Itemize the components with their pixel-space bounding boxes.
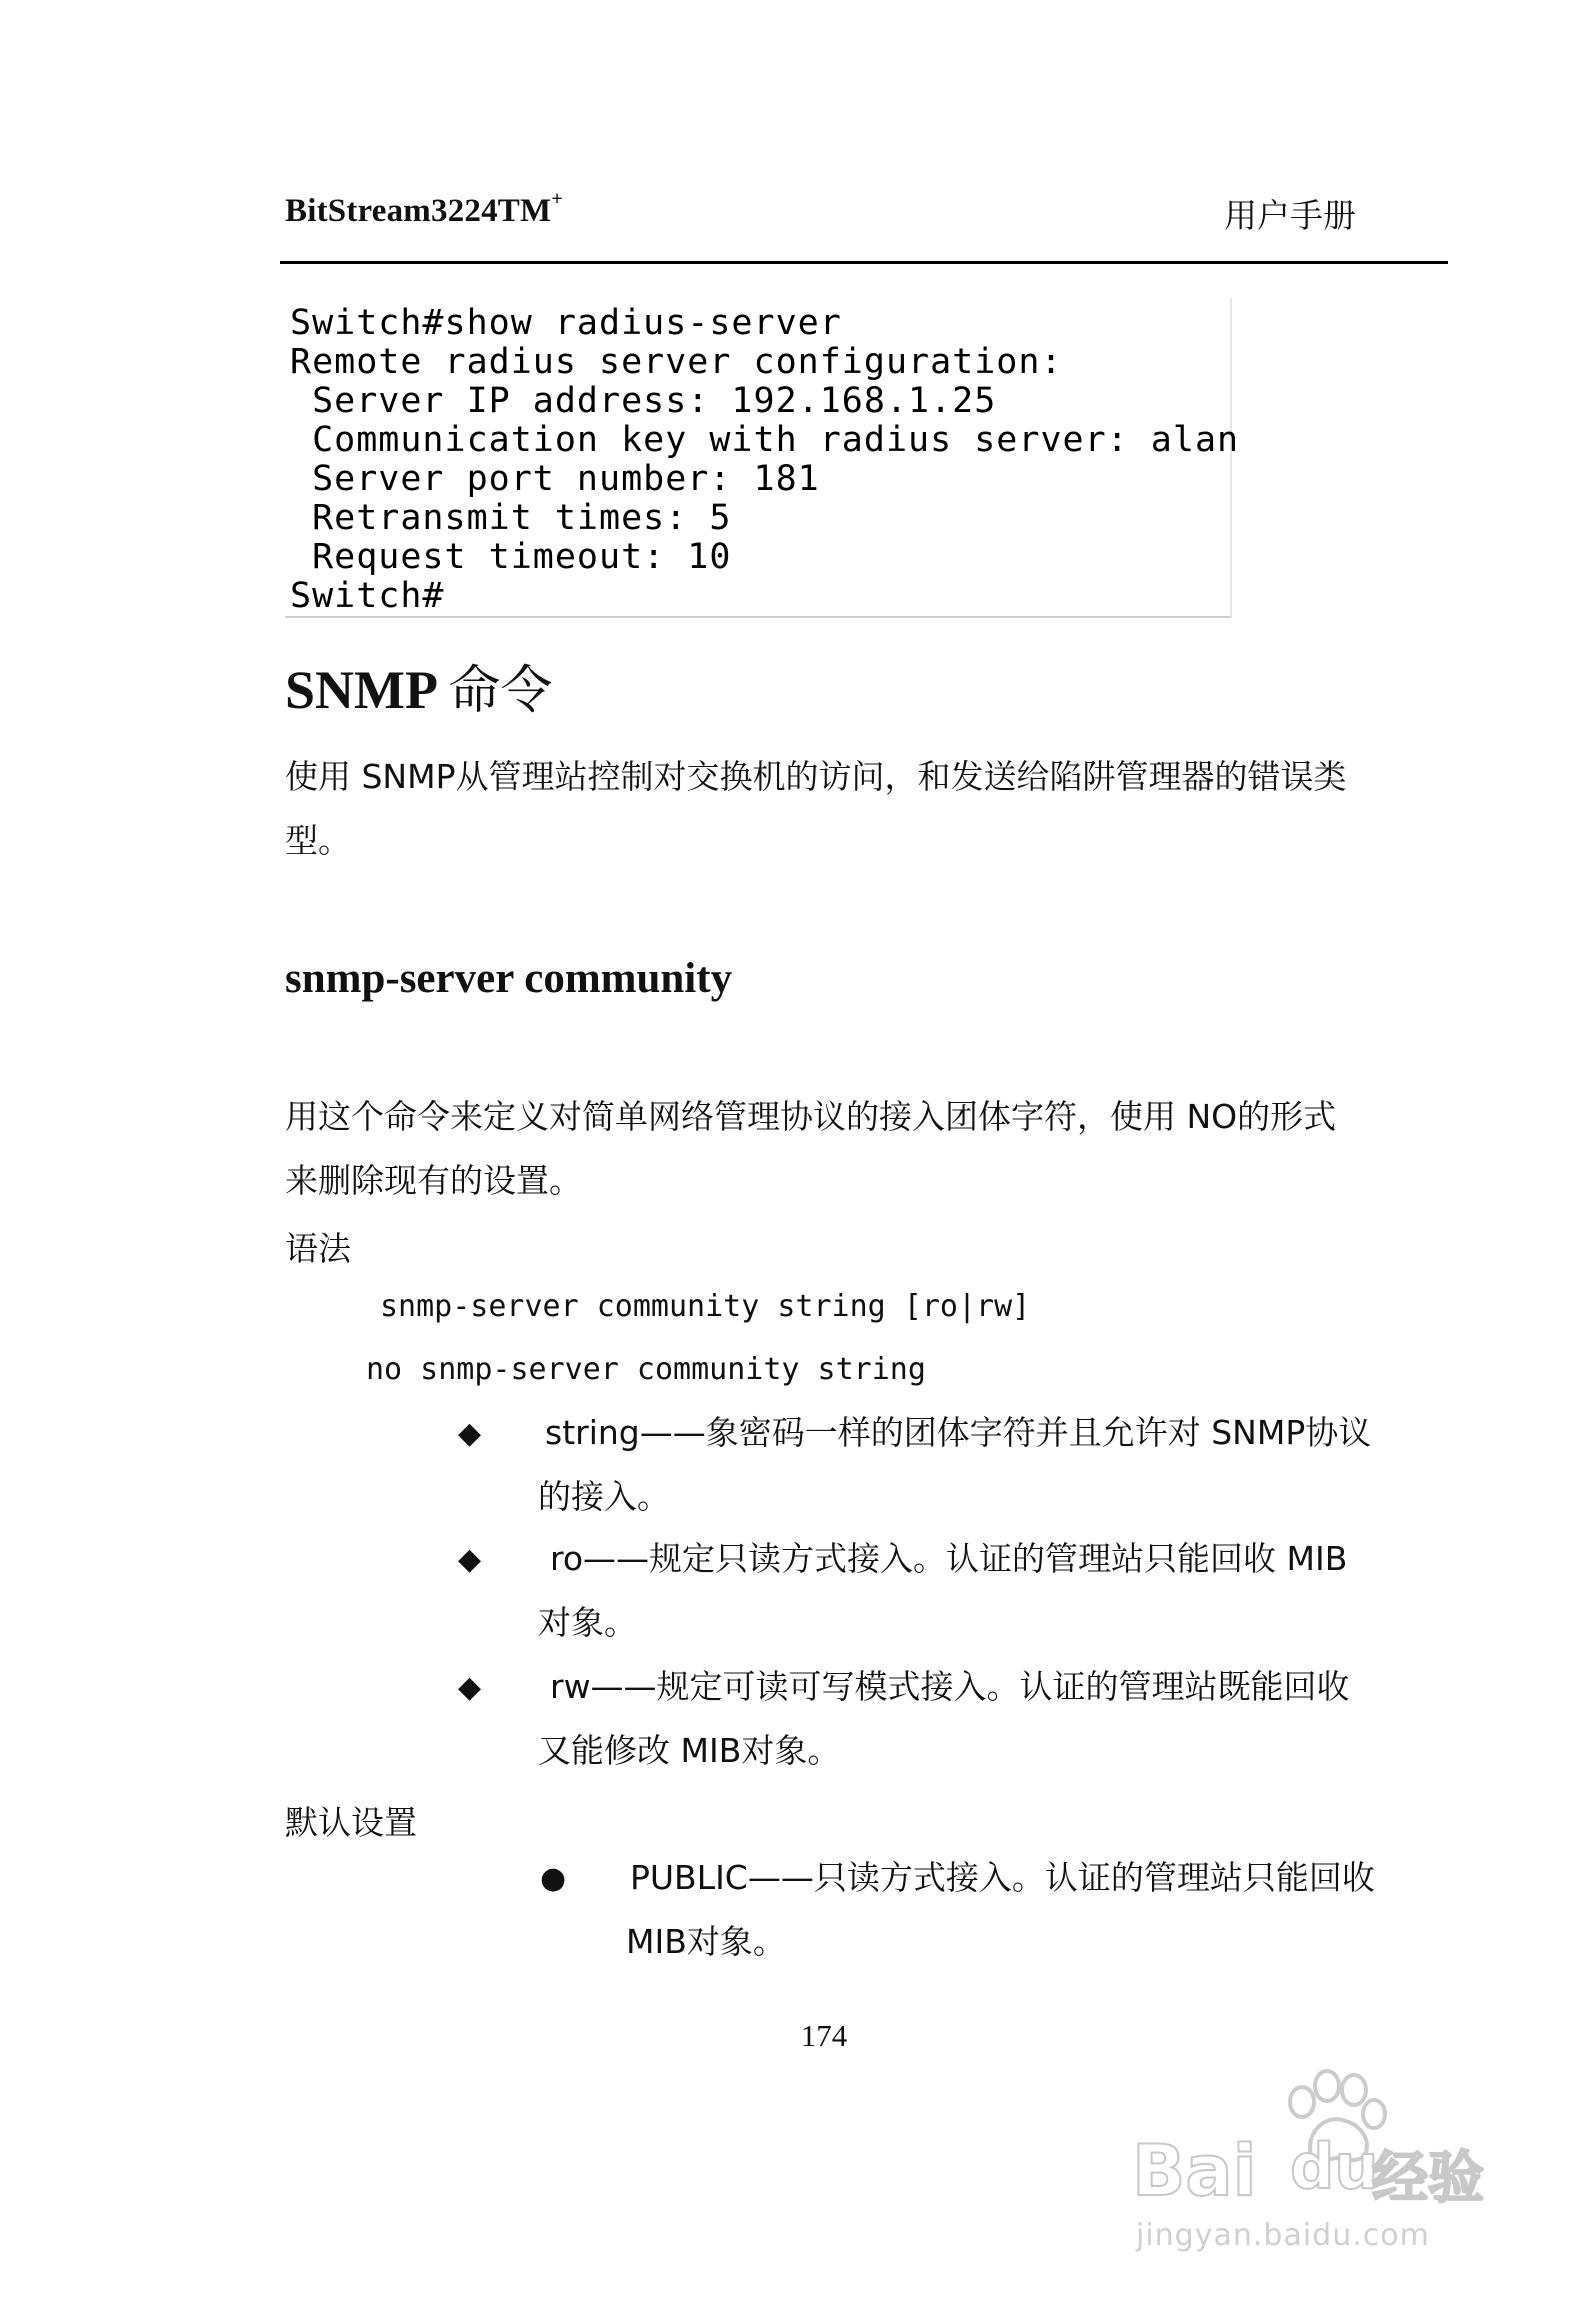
param-item-line: rw——规定可读可写模式接入。认证的管理站既能回收 [550, 1667, 1350, 1706]
watermark-brand: Bai [1132, 2130, 1257, 2212]
watermark-brand-cjk: 经验 [1372, 2146, 1484, 2211]
default-item-line: PUBLIC——只读方式接入。认证的管理站只能回收 [630, 1858, 1375, 1897]
terminal-line: Remote radius server configuration: [290, 342, 1063, 382]
syntax-line: no snmp-server community string [366, 1352, 926, 1387]
header-product [285, 188, 563, 230]
syntax-line: snmp-server community string [ro|rw] [380, 1289, 1031, 1324]
header-product-name: BitStream3224TM [285, 193, 552, 229]
circle-bullet-icon: ● [540, 1861, 567, 1896]
terminal-line: Switch# [290, 576, 445, 616]
command-description-line: 用这个命令来定义对简单网络管理协议的接入团体字符，使用 NO的形式 [285, 1097, 1337, 1136]
section-title-latin: SNMP [285, 660, 436, 720]
command-description-line: 来删除现有的设置。 [285, 1161, 582, 1200]
command-description [285, 1085, 1425, 1213]
diamond-bullet-icon: ◆ [458, 1542, 482, 1577]
terminal-line: Server IP address: 192.168.1.25 [290, 381, 997, 421]
header-doc-type: 用户手册 [1224, 196, 1356, 235]
param-item-line: 的接入。 [538, 1477, 670, 1516]
section-intro [285, 745, 1425, 873]
default-label: 默认设置 [285, 1803, 417, 1842]
terminal-line: Server port number: 181 [290, 459, 820, 499]
terminal-line: Request timeout: 10 [290, 537, 732, 577]
terminal-output [285, 298, 1240, 618]
param-item [550, 1527, 1450, 1591]
watermark-url: jingyan.baidu.com [1136, 2218, 1430, 2253]
param-item-line: string——象密码一样的团体字符并且允许对 SNMP协议 [545, 1413, 1372, 1452]
header-divider [280, 261, 1448, 264]
diamond-bullet-icon: ◆ [458, 1670, 482, 1705]
header-product-sup: + [551, 188, 563, 210]
terminal-line: Communication key with radius server: alan [290, 420, 1240, 460]
baidu-watermark [1132, 2068, 1512, 2268]
syntax-label: 语法 [285, 1229, 351, 1268]
page-number: 174 [800, 2018, 848, 2053]
param-item [550, 1655, 1450, 1719]
param-item-line: 又能修改 MIB对象。 [538, 1731, 841, 1770]
section-title-cjk: 命令 [448, 661, 553, 721]
watermark-brand-du: du [1290, 2130, 1379, 2203]
param-item-line: ro——规定只读方式接入。认证的管理站只能回收 MIB [550, 1539, 1348, 1578]
default-item-line: MIB对象。 [626, 1922, 786, 1961]
command-title: snmp-server community [285, 955, 733, 1002]
param-item [545, 1401, 1445, 1465]
section-intro-line: 型。 [285, 821, 351, 860]
param-item-line: 对象。 [538, 1603, 637, 1642]
terminal-line: Retransmit times: 5 [290, 498, 732, 538]
section-intro-line: 使用 SNMP从管理站控制对交换机的访问，和发送给陷阱管理器的错误类 [285, 757, 1347, 796]
terminal-line: Switch#show radius-server [290, 303, 842, 343]
section-title [285, 648, 553, 723]
diamond-bullet-icon: ◆ [458, 1416, 482, 1451]
